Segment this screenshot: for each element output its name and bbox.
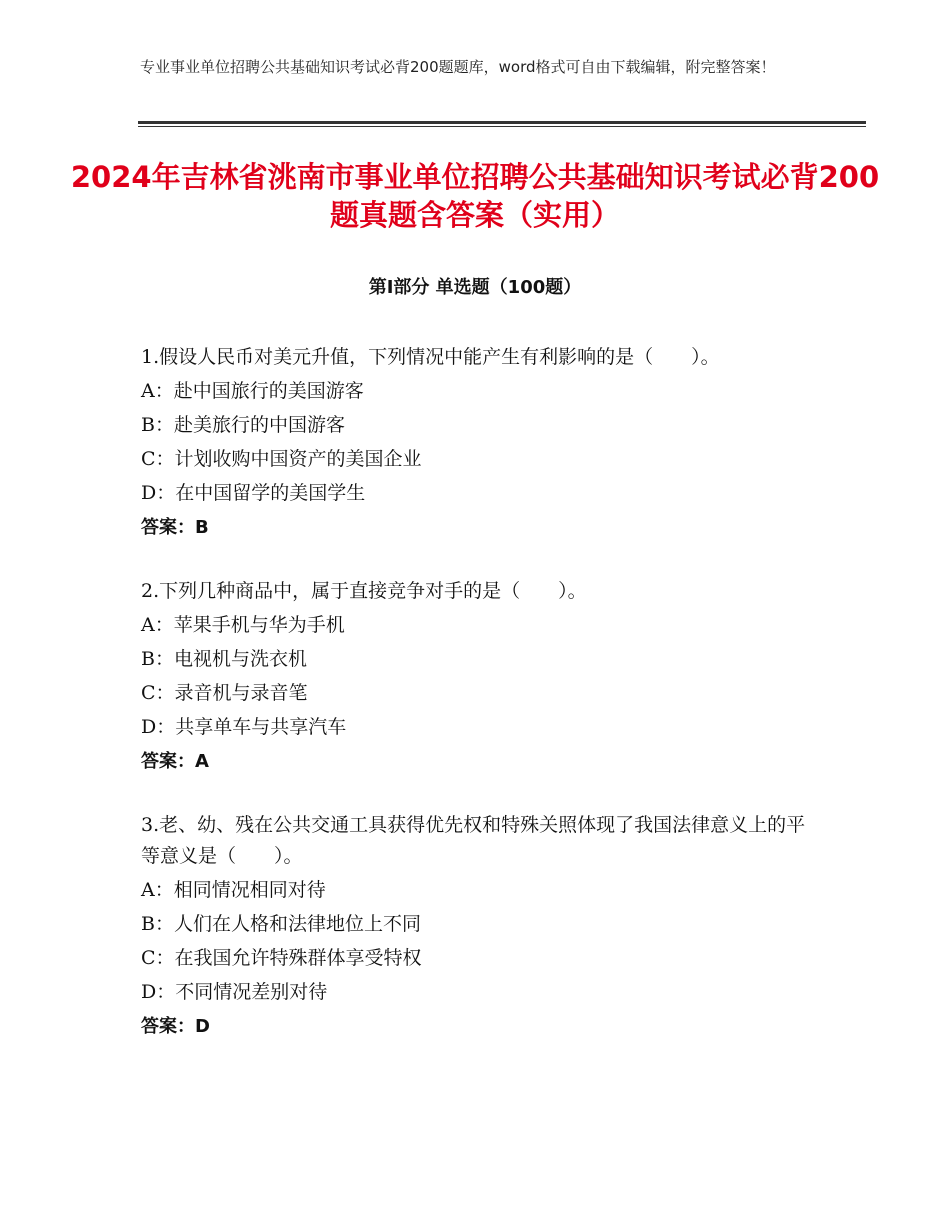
option-c: C：在我国允许特殊群体享受特权 [141, 947, 422, 969]
option-d: D：在中国留学的美国学生 [141, 482, 366, 504]
header-note: 专业事业单位招聘公共基础知识考试必背200题题库，word格式可自由下载编辑，附完整答案！ [140, 58, 776, 76]
option-a: A：相同情况相同对待 [141, 879, 326, 901]
option-c: C：计划收购中国资产的美国企业 [141, 448, 422, 470]
question-list [141, 342, 821, 1075]
answer: 答案：A [141, 751, 209, 772]
answer: 答案：D [141, 1016, 210, 1037]
header-divider-thin [138, 126, 866, 127]
option-a: A：苹果手机与华为手机 [141, 614, 345, 636]
option-d: D：共享单车与共享汽车 [141, 716, 347, 738]
option-d: D：不同情况差别对待 [141, 981, 328, 1003]
option-c: C：录音机与录音笔 [141, 682, 308, 704]
question-stem: 3.老、幼、残在公共交通工具获得优先权和特殊关照体现了我国法律意义上的平等意义是（ ）。 [141, 814, 806, 867]
header-divider-thick [138, 121, 866, 124]
question-2 [141, 576, 821, 777]
question-1 [141, 342, 821, 543]
option-a: A：赴中国旅行的美国游客 [141, 380, 364, 402]
question-stem: 2.下列几种商品中，属于直接竞争对手的是（ ）。 [141, 580, 587, 602]
document-title: 2024年吉林省洮南市事业单位招聘公共基础知识考试必背200题真题含答案（实用） [70, 160, 880, 232]
question-stem: 1.假设人民币对美元升值，下列情况中能产生有利影响的是（ ）。 [141, 346, 720, 368]
question-3 [141, 810, 821, 1042]
option-b: B：人们在人格和法律地位上不同 [141, 913, 421, 935]
option-b: B：电视机与洗衣机 [141, 648, 307, 670]
section-heading: 第Ⅰ部分 单选题（100题） [368, 277, 582, 298]
answer: 答案：B [141, 517, 209, 538]
option-b: B：赴美旅行的中国游客 [141, 414, 345, 436]
